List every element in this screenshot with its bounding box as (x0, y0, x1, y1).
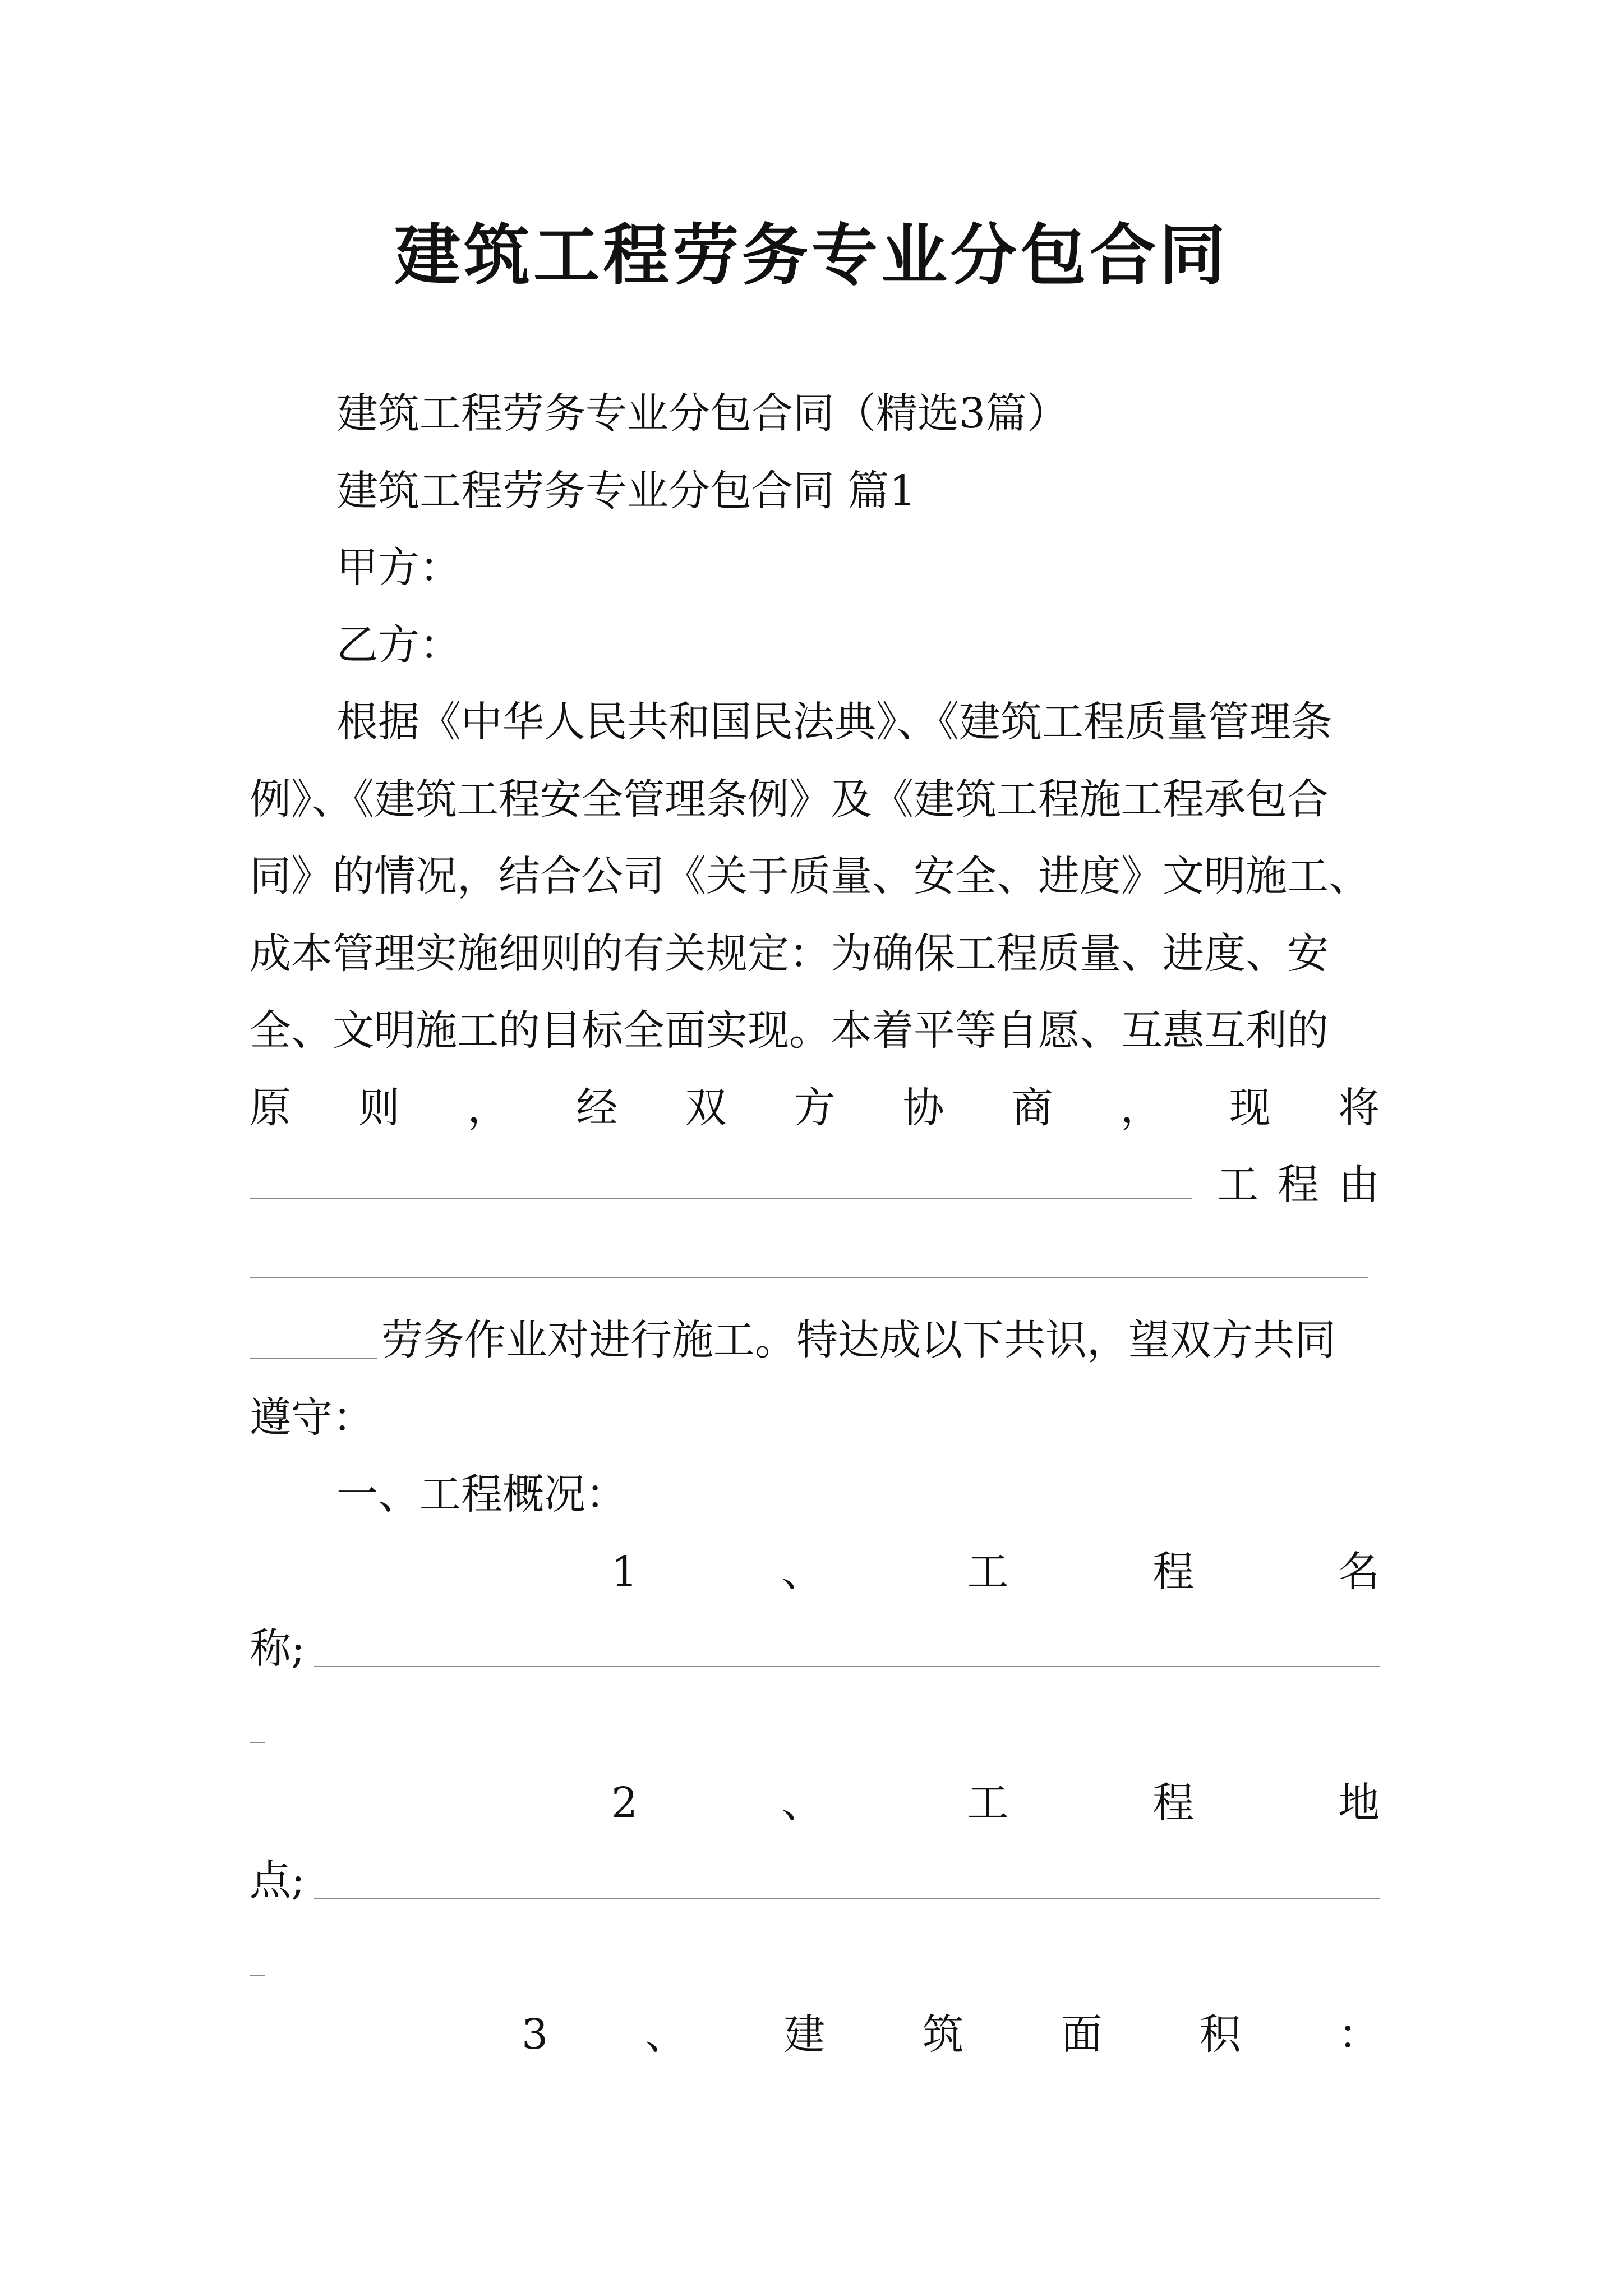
spaced-char: 筑 (922, 2010, 964, 2059)
spaced-char: 方 (794, 1084, 836, 1132)
spaced-char: 将 (1338, 1084, 1380, 1132)
section-heading: 建筑工程劳务专业分包合同 篇1 (336, 467, 916, 515)
spaced-char: 商 (1011, 1084, 1053, 1132)
intro-line-5: 全、文明施工的目标全面实现。本着平等自愿、互惠互利的 (250, 1006, 1329, 1055)
spaced-char: 面 (1061, 2010, 1103, 2059)
blank-underline-short (250, 1358, 377, 1359)
subtitle: 建筑工程劳务专业分包合同（精选3篇） (336, 389, 1069, 438)
page-title: 建筑工程劳务专业分包合同 (394, 216, 1229, 294)
spaced-char: 建 (783, 2010, 826, 2059)
spaced-char: 工 (1217, 1161, 1258, 1209)
item-1-underline (314, 1666, 1380, 1667)
spaced-char: 程 (1152, 1548, 1195, 1596)
labor-line: 劳务作业对进行施工。特达成以下共识，望双方共同 (381, 1316, 1336, 1364)
spaced-char: 程 (1152, 1779, 1195, 1827)
spaced-char: 原 (250, 1084, 291, 1132)
spaced-char: 经 (576, 1084, 618, 1132)
spaced-char: 名 (1338, 1548, 1380, 1596)
spaced-char: 由 (1338, 1161, 1380, 1209)
item-2-header (611, 1779, 1380, 1827)
spaced-char: 2 (611, 1779, 638, 1827)
spaced-char: 双 (685, 1084, 727, 1132)
spaced-char: 工 (967, 1548, 1009, 1596)
spaced-char: 3 (522, 2010, 548, 2059)
spaced-char: 、 (781, 1548, 823, 1596)
overview-heading: 一、工程概况： (336, 1470, 627, 1519)
spaced-principle-line (250, 1084, 1380, 1132)
intro-line-3: 同》的情况，结合公司《关于质量、安全、进度》文明施工、 (250, 852, 1370, 900)
spaced-char: 程 (1278, 1161, 1319, 1209)
spaced-char: ， (1120, 1084, 1162, 1132)
intro-line-4: 成本管理实施细则的有关规定：为确保工程质量、进度、安 (250, 930, 1329, 978)
blank-underline-project (250, 1198, 1192, 1199)
project-by-line (1217, 1161, 1380, 1209)
spaced-char: ： (1338, 2010, 1380, 2059)
spaced-char: 则 (358, 1084, 400, 1132)
party-b-label: 乙方： (336, 621, 461, 669)
spaced-char: 地 (1338, 1779, 1380, 1827)
spaced-char: 1 (611, 1548, 638, 1596)
spaced-char: ， (467, 1084, 509, 1132)
spaced-char: 积 (1199, 2010, 1241, 2059)
item-3-line (522, 2010, 1380, 2059)
item-2-underline-tail (250, 1975, 265, 1976)
spaced-char: 工 (967, 1779, 1009, 1827)
item-1-underline-tail (250, 1742, 265, 1743)
spaced-char: 、 (781, 1779, 823, 1827)
item-2-underline (314, 1898, 1380, 1899)
party-a-label: 甲方： (336, 544, 461, 592)
spaced-char: 协 (902, 1084, 944, 1132)
spaced-char: 现 (1229, 1084, 1271, 1132)
labor-line-end: 遵守： (250, 1393, 374, 1442)
intro-line-1: 根据《中华人民共和国民法典》、《建筑工程质量管理条 (336, 698, 1332, 746)
item-1-header (611, 1548, 1380, 1596)
item-1-label: 称; (250, 1625, 305, 1673)
item-2-label: 点; (250, 1856, 305, 1904)
blank-underline-contractor (250, 1277, 1368, 1278)
intro-line-2: 例》、《建筑工程安全管理条例》及《建筑工程施工程承包合 (250, 775, 1329, 823)
spaced-char: 、 (645, 2010, 687, 2059)
